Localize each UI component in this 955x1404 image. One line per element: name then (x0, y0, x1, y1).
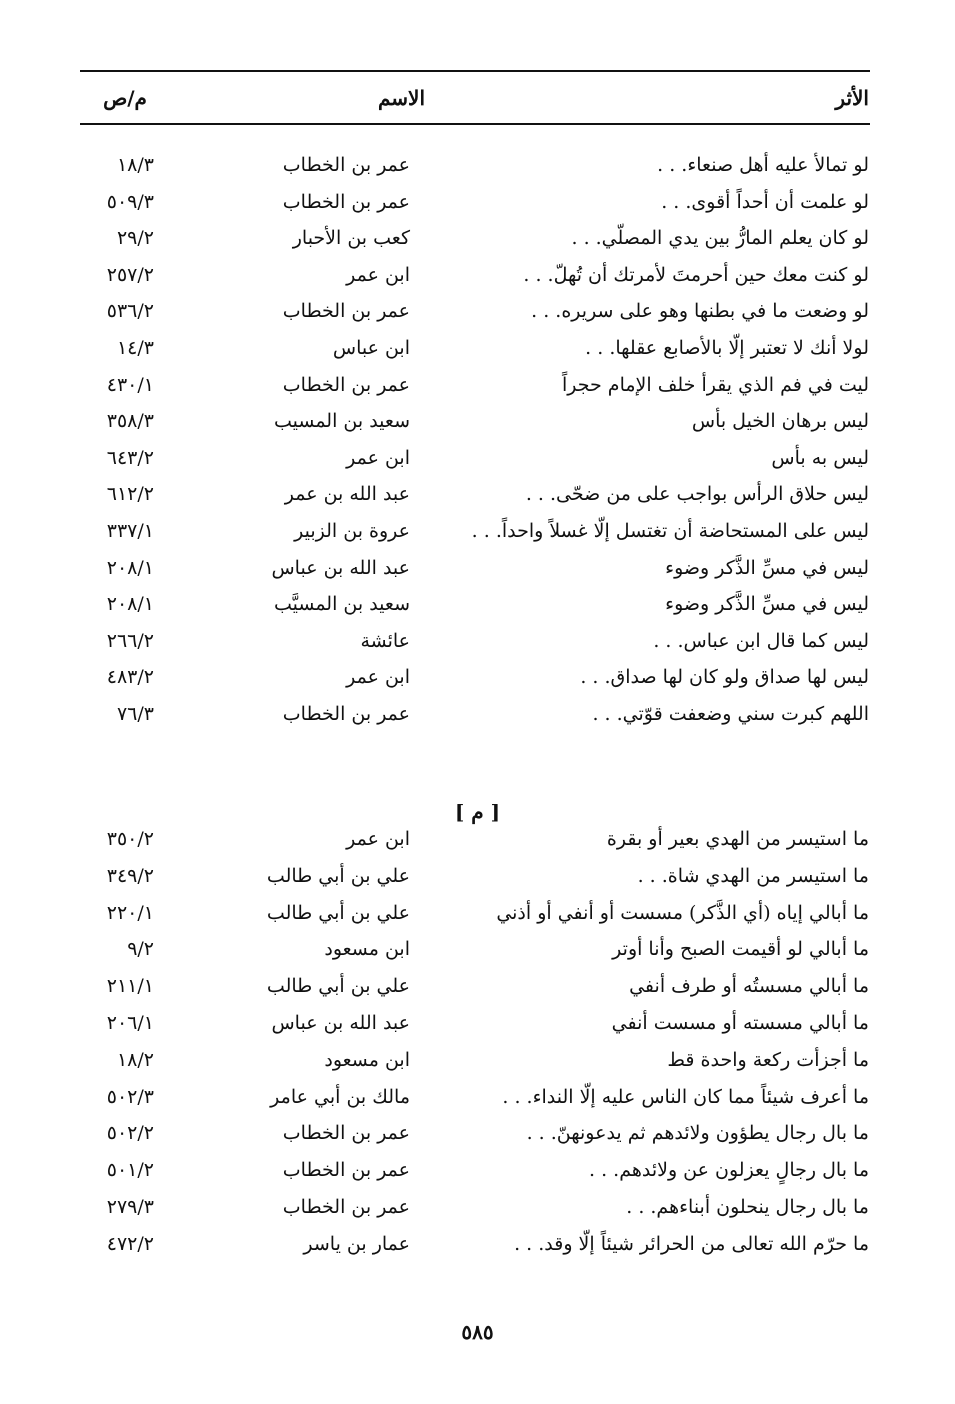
ref-cell: ٤٧٢/٢ (106, 1232, 154, 1255)
table-row (0, 264, 955, 300)
name-cell: علي بن أبي طالب (266, 901, 410, 924)
ref-cell: ٢٩/٢ (116, 227, 154, 250)
ref-cell: ٢٠٦/١ (106, 1012, 154, 1034)
table-row (0, 410, 955, 446)
table-row (0, 1122, 955, 1158)
name-cell: ابن مسعود (324, 1048, 410, 1071)
athar-cell: لو تمالأ عليه أهل صنعاء. . . (657, 154, 869, 176)
table-row (0, 447, 955, 483)
ref-cell: ٣٤٩/٢ (106, 864, 154, 887)
ref-cell: ٥٠٩/٣ (106, 190, 154, 213)
table-row (0, 1159, 955, 1195)
section-heading: [ م ] (454, 800, 501, 824)
table-row (0, 483, 955, 519)
name-cell: عمر بن الخطاب (282, 190, 410, 213)
name-cell: ابن عمر (346, 828, 410, 850)
ref-cell: ٤٨٣/٢ (106, 666, 154, 689)
table-row (0, 975, 955, 1011)
name-cell: عمر بن الخطاب (282, 1122, 410, 1145)
name-cell: عمر بن الخطاب (282, 300, 410, 323)
ref-cell: ٢٧٩/٣ (106, 1196, 154, 1218)
ref-cell: ٣٣٧/١ (106, 520, 154, 542)
name-cell: ابن عمر (346, 666, 410, 689)
name-cell: سعيد بن المسيب (273, 410, 410, 433)
athar-cell: ما استيسر من الهدي بعير أو بقرة (606, 828, 869, 850)
ref-cell: ٢٥٧/٢ (106, 263, 154, 286)
ref-cell: ٣٥٨/٣ (106, 410, 154, 433)
page-number: ٥٨٥ (461, 1320, 494, 1344)
athar-cell: ما أجزأت ركعة واحدة قط (667, 1048, 869, 1071)
name-cell: عمر بن الخطاب (282, 703, 410, 725)
athar-cell: ما حرّم الله تعالى من الحرائر شيئاً إلّا وقد. . . (514, 1232, 869, 1255)
athar-cell: ما بال رجال يطؤون ولائدهم ثم يدعونهنّ. . . (526, 1122, 869, 1145)
athar-cell: ليس على المستحاضة أن تغتسل إلّا غسلاً واحداً. . . (471, 520, 869, 542)
name-cell: ابن عباس (332, 337, 410, 359)
name-cell: عمر بن الخطاب (282, 1159, 410, 1182)
athar-cell: ليس في مسِّ الذَّكر وضوء (665, 556, 869, 579)
athar-cell: ليس لها صداق ولو كان لها صداق. . . (580, 666, 869, 689)
ref-cell: ٦١٢/٢ (106, 483, 154, 506)
ref-cell: ١٨/٢ (116, 1048, 154, 1071)
header-ref: م/ص (103, 86, 147, 110)
athar-cell: لو وضعت ما في بطنها وهو على سريره. . . (531, 300, 869, 323)
header-rule (80, 123, 870, 125)
ref-cell: ٢٦٦/٢ (106, 629, 154, 652)
athar-cell: لو كنت معك حين أحرمتَ لأمرتك أن تُهلّ. . . (523, 263, 869, 286)
name-cell: كعب بن الأحبار (292, 227, 410, 250)
ref-cell: ١٤/٣ (116, 337, 154, 359)
name-cell: ابن عمر (346, 263, 410, 286)
table-row (0, 666, 955, 702)
ref-cell: ٥٠٢/٣ (106, 1085, 154, 1108)
ref-cell: ٩/٢ (127, 938, 154, 961)
athar-cell: ما أبالي مسسته أو مسست أنفي (611, 1012, 869, 1034)
athar-cell: لو علمت أن أحداً أقوى. . . (661, 190, 869, 213)
table-row (0, 191, 955, 227)
name-cell: سعيد بن المسيَّب (273, 593, 410, 616)
athar-cell: ما أبالي إياه (أي الذَّكر) مسست أو أنفي أو أذني (496, 901, 869, 924)
name-cell: عائشة (360, 629, 410, 652)
name-cell: عمر بن الخطاب (282, 154, 410, 176)
athar-cell: ما استيسر من الهدي شاة. . . (637, 864, 869, 887)
table-row (0, 300, 955, 336)
athar-cell: ما أعرف شيئاً مما كان الناس عليه إلّا النداء. . . (502, 1085, 869, 1108)
athar-cell: ليس في مسِّ الذَّكر وضوء (665, 593, 869, 616)
ref-cell: ٤٣٠/١ (106, 373, 154, 396)
ref-cell: ١٨/٣ (116, 154, 154, 176)
name-cell: عبد الله بن عمر (284, 483, 410, 506)
table-row (0, 337, 955, 373)
athar-cell: لو كان يعلم المارُّ بين يدي المصلّي. . . (571, 227, 869, 250)
ref-cell: ٥٠٢/٢ (106, 1122, 154, 1145)
name-cell: عمار بن ياسر (303, 1232, 410, 1255)
athar-cell: ليس برهان الخيل بأس (691, 410, 869, 433)
name-cell: عمر بن الخطاب (282, 373, 410, 396)
ref-cell: ٥٠١/٢ (106, 1159, 154, 1182)
table-row (0, 374, 955, 410)
athar-cell: لولا أنك لا تعتبر إلّا بالأصابع عقلها. . . (585, 337, 869, 359)
table-row (0, 630, 955, 666)
table-row (0, 593, 955, 629)
header-name: الاسم (377, 86, 425, 110)
name-cell: عمر بن الخطاب (282, 1196, 410, 1218)
table-row (0, 1049, 955, 1085)
table-row (0, 1012, 955, 1048)
table-row (0, 865, 955, 901)
top-rule (80, 70, 870, 72)
athar-cell: ما أبالي مسستُه أو طرف أنفي (629, 975, 869, 998)
name-cell: عروة بن الزبير (294, 520, 410, 542)
name-cell: علي بن أبي طالب (266, 975, 410, 998)
name-cell: عبد الله بن عباس (271, 556, 410, 579)
table-row (0, 557, 955, 593)
table-row (0, 902, 955, 938)
ref-cell: ٥٣٦/٢ (106, 300, 154, 323)
athar-cell: ما أبالي لو أقيمت الصبح وأنا أوتر (612, 938, 869, 961)
table-row (0, 227, 955, 263)
athar-cell: ليس به بأس (771, 446, 869, 469)
header-athar: الأثر (835, 86, 869, 110)
table-row (0, 828, 955, 864)
name-cell: مالك بن أبي عامر (270, 1085, 410, 1108)
name-cell: ابن عمر (346, 446, 410, 469)
table-row (0, 703, 955, 739)
table-row (0, 520, 955, 556)
athar-cell: ليس كما قال ابن عباس. . . (653, 629, 869, 652)
name-cell: ابن مسعود (324, 938, 410, 961)
ref-cell: ٦٤٣/٢ (106, 446, 154, 469)
ref-cell: ٢٠٨/١ (106, 556, 154, 579)
athar-cell: اللهم كبرت سني وضعفت قوّتي. . . (592, 703, 869, 725)
ref-cell: ٧٦/٣ (116, 703, 154, 725)
table-row (0, 1196, 955, 1232)
table-row (0, 154, 955, 190)
ref-cell: ٢٠٨/١ (106, 593, 154, 616)
athar-cell: ليس حلاق الرأس بواجب على من ضحّى. . . (525, 483, 869, 506)
athar-cell: ليت في فم الذي يقرأ خلف الإمام حجراً (562, 373, 869, 396)
athar-cell: ما بال رجالٍ يعزلون عن ولائدهم. . . (589, 1159, 869, 1182)
name-cell: علي بن أبي طالب (266, 864, 410, 887)
table-row (0, 1086, 955, 1122)
name-cell: عبد الله بن عباس (271, 1012, 410, 1034)
athar-cell: ما بال رجال ينحلون أبناءهم. . . (626, 1196, 869, 1218)
ref-cell: ٢١١/١ (106, 975, 154, 998)
table-row (0, 1233, 955, 1269)
ref-cell: ٣٥٠/٢ (106, 828, 154, 850)
table-row (0, 938, 955, 974)
ref-cell: ٢٢٠/١ (106, 901, 154, 924)
